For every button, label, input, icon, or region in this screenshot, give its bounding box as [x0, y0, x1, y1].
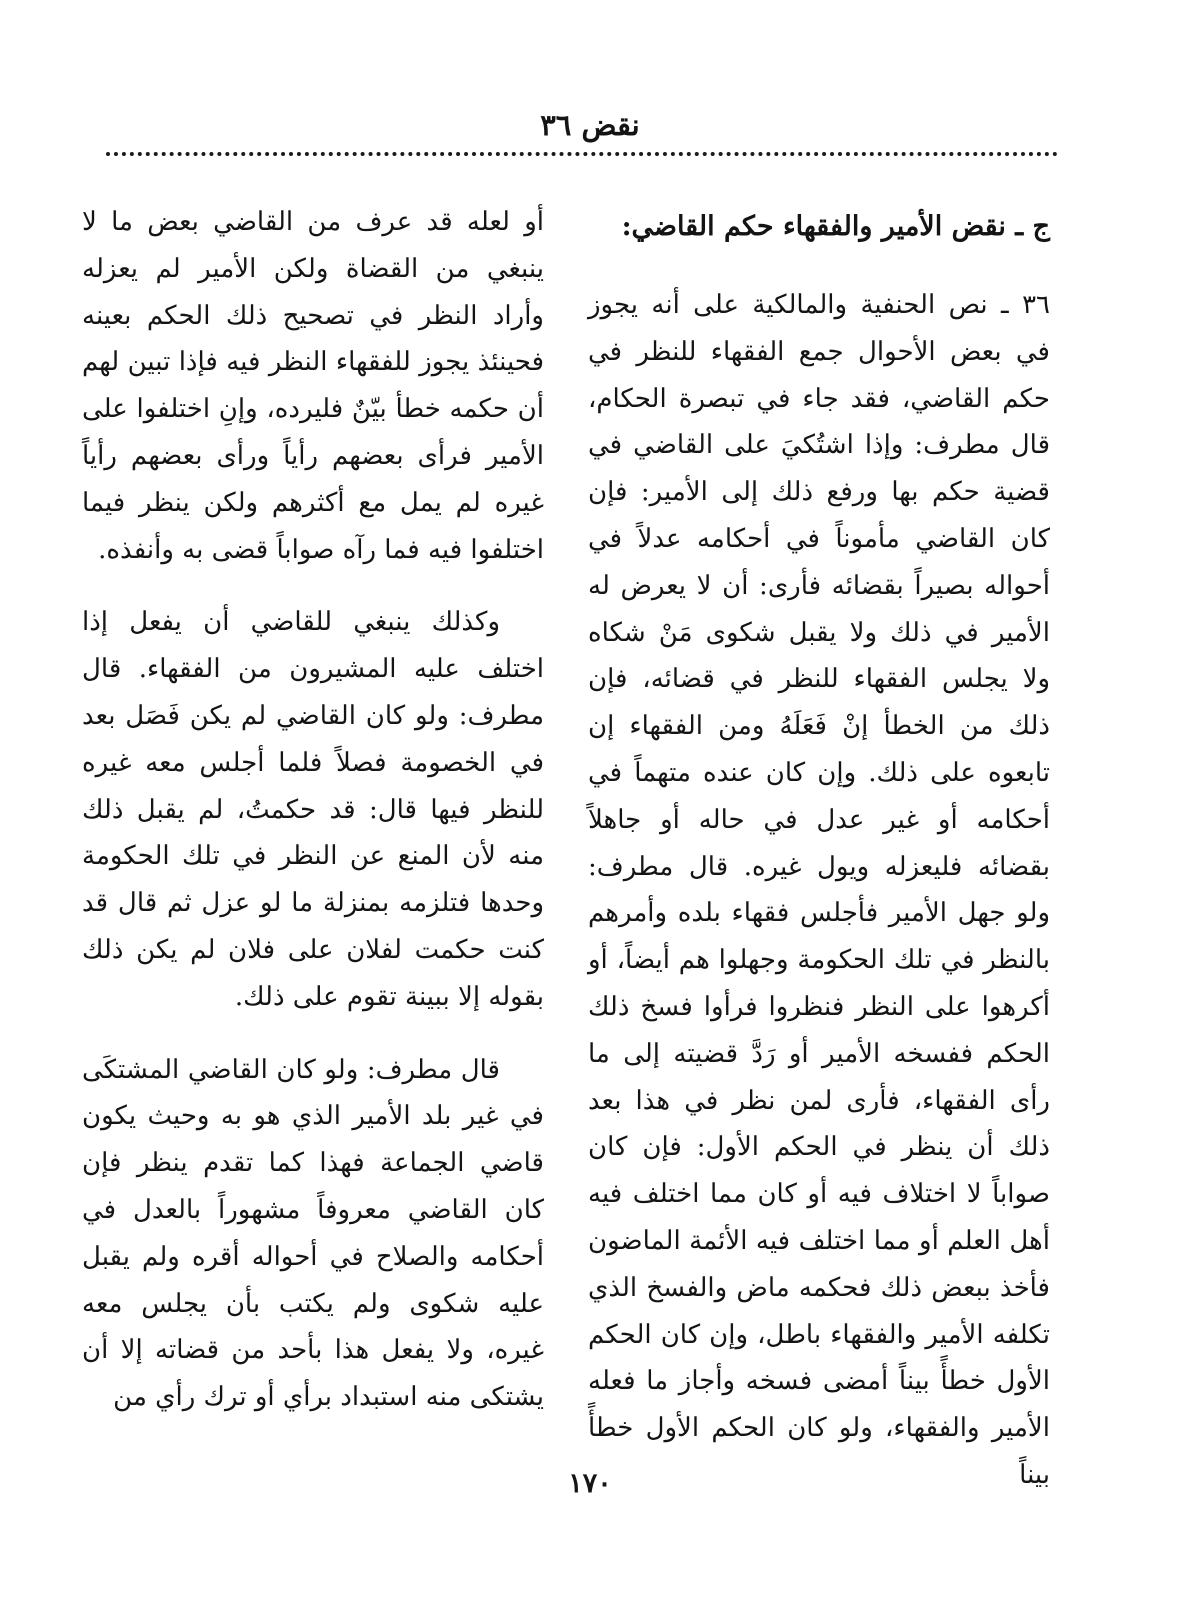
right-paragraph-1: ٣٦ ـ نص الحنفية والمالكية على أنه يجوز في بعض الأحوال جمع الفقهاء للنظر في حكم القاضي، فقد جاء في تبصرة الحكام، قال مطرف: وإذا اشتُكيَ على القاضي في قضية حكم بها ورفع ذلك إلى الأمير: فإن كان القاضي مأموناً في أحكامه عدلاً في أحواله بصيراً بقضائه فأرى: أن لا يعرض له الأمير في ذلك ولا يقبل شكوى مَنْ شكاه ولا يجلس الفقهاء للنظر في قضائه، فإن ذلك من الخطأ إنْ فَعَلَهُ ومن الفقهاء إن تابعوه على ذلك. وإن كان عنده متهماً في أحكامه أو غير عدل في حاله أو جاهلاً بقضائه فليعزله ويول غيره. قال مطرف: ولو جهل الأمير فأجلس فقهاء بلده وأمرهم بالنظر في تلك الحكومة وجهلوا هم أيضاً، أو أكرهوا على النظر فنظروا فرأوا فسخ ذلك الحكم ففسخه الأمير أو رَدَّ قضيته إلى ما رأى الفقهاء، فأرى لمن نظر في هذا بعد ذلك أن ينظر في الحكم الأول: فإن كان صواباً لا اختلاف فيه أو كان مما اختلف فيه أهل العلم أو مما اختلف فيه الأئمة الماضون فأخذ ببعض ذلك فحكمه ماض والفسخ الذي تكلفه الأمير والفقهاء باطل، وإن كان الحكم الأول خطأً بيناً أمضى فسخه وأجاز ما فعله الأمير والفقهاء، ولو كان الحكم الأول خطأً بيناً — [588, 290, 1050, 1490]
header-dotted-rule — [106, 152, 1058, 156]
page-number: ١٧٠ — [568, 1468, 612, 1499]
left-paragraph-2: وكذلك ينبغي للقاضي أن يفعل إذا اختلف عليه المشيرون من الفقهاء. قال مطرف: ولو كان القاضي لم يكن فَصَل بعد في الخصومة فصلاً فلما أجلس معه غيره للنظر فيها قال: قد حكمتُ، لم يقبل ذلك منه لأن المنع عن النظر في تلك الحكومة وحدها فتلزمه بمنزلة ما لو عزل ثم قال قد كنت حكمت لفلان على فلان لم يكن ذلك بقوله إلا ببينة تقوم على ذلك. — [82, 607, 544, 1012]
right-column — [588, 199, 1050, 1499]
left-column — [82, 199, 544, 1421]
page-header-title: نقض ٣٦ — [540, 108, 640, 142]
left-paragraph-3: قال مطرف: ولو كان القاضي المشتكَى في غير بلد الأمير الذي هو به وحيث يكون قاضي الجماعة فهذا كما تقدم ينظر فإن كان القاضي معروفاً مشهوراً بالعدل في أحكامه والصلاح في أحواله أقره ولم يقبل عليه شكوى ولم يكتب بأن يجلس معه غيره، ولا يفعل هذا بأحد من قضاته إلا أن يشتكى منه استبداد برأي أو ترك رأي من — [82, 1054, 544, 1413]
left-paragraph-1: أو لعله قد عرف من القاضي بعض ما لا ينبغي من القضاة ولكن الأمير لم يعزله وأراد النظر في تصحيح ذلك الحكم بعينه فحينئذ يجوز للفقهاء النظر فيه فإذا تبين لهم أن حكمه خطأ بيّنٌ فليرده، وإنِ اختلفوا على الأمير فرأى بعضهم رأياً ورأى بعضهم رأياً غيره لم يمل مع أكثرهم ولكن ينظر فيما اختلفوا فيه فما رآه صواباً قضى به وأنفذه. — [82, 207, 544, 565]
section-heading: ج ـ نقض الأمير والفقهاء حكم القاضي: — [621, 211, 1050, 242]
